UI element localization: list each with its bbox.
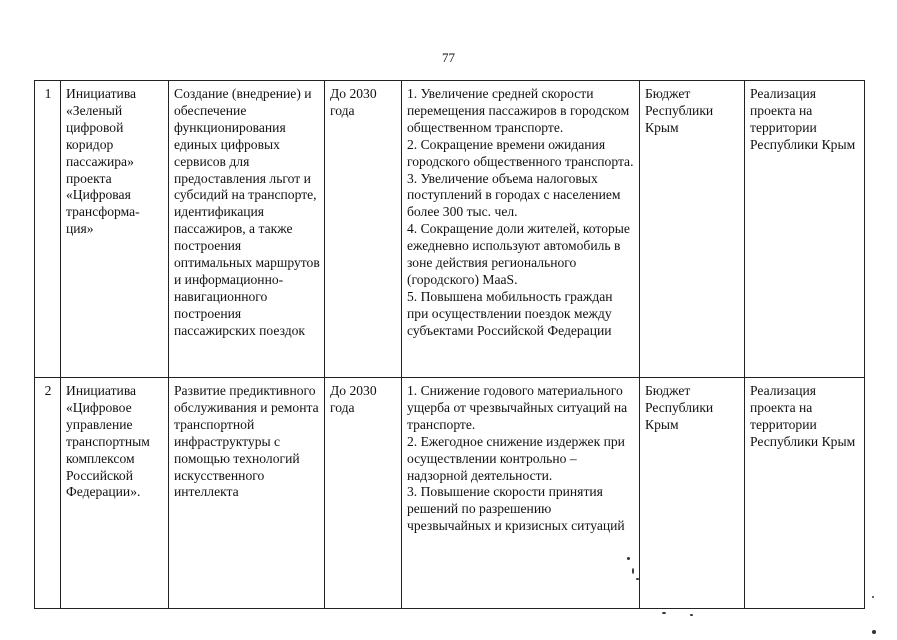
scan-speck bbox=[690, 614, 693, 616]
page-number: 77 bbox=[442, 50, 455, 65]
row-number: 1 bbox=[35, 81, 61, 378]
scan-speck bbox=[632, 568, 634, 574]
row-number: 2 bbox=[35, 378, 61, 609]
result-item: 2. Ежегодное снижение издержек при осуществлении контрольно – надзорной деятельности. bbox=[407, 433, 625, 483]
scan-speck bbox=[662, 612, 666, 614]
result-item: 3. Повышение скорости принятия решений по разрешению чрезвычайных и кризисных ситуаций bbox=[407, 484, 625, 534]
result-item: 4. Сокращение доли жителей, которые ежедневно используют автомобиль в зоне действия регионального (городского) MaaS. bbox=[407, 221, 630, 287]
funding-source-cell: Бюджет Республики Крым bbox=[640, 378, 745, 609]
result-item: 5. Повышена мобильность граждан при осуществлении поездок между субъектами Российской Федерации bbox=[407, 288, 613, 338]
scan-speck bbox=[636, 578, 639, 580]
location-cell: Реализация проекта на территории Республики Крым bbox=[745, 378, 865, 609]
initiative-cell: Инициатива «Зеленый цифровой коридор пассажира» проекта «Цифровая трансформа-ция» bbox=[61, 81, 169, 378]
funding-source-cell: Бюджет Республики Крым bbox=[640, 81, 745, 378]
result-item: 3. Увеличение объема налоговых поступлений в городах с населением более 300 тыс. чел. bbox=[407, 170, 621, 220]
measures-table bbox=[34, 80, 865, 609]
table-row bbox=[35, 81, 865, 378]
description-cell: Развитие предиктивного обслуживания и ремонта транспортной инфраструктуры с помощью технологий искусственного интеллекта bbox=[169, 378, 325, 609]
results-cell bbox=[402, 81, 640, 378]
result-item: 2. Сокращение времени ожидания городского общественного транспорта. bbox=[407, 136, 634, 169]
description-cell: Создание (внедрение) и обеспечение функционирования единых цифровых сервисов для предоставления льгот и субсидий на транспорте, идентификация пассажиров, а также построения оптимальных маршрутов и информационно-навигационного построения пассажирских поездок bbox=[169, 81, 325, 378]
result-item: 1. Увеличение средней скорости перемещения пассажиров в городском общественном транспорте. bbox=[407, 86, 630, 135]
location-cell: Реализация проекта на территории Республики Крым bbox=[745, 81, 865, 378]
initiative-cell: Инициатива «Цифровое управление транспортным комплексом Российской Федерации». bbox=[61, 378, 169, 609]
scan-speck bbox=[872, 596, 874, 598]
table-row bbox=[35, 378, 865, 609]
results-cell bbox=[402, 378, 640, 609]
deadline-cell: До 2030 года bbox=[325, 81, 402, 378]
result-item: 1. Снижение годового материального ущерба от чрезвычайных ситуаций на транспорте. bbox=[407, 383, 628, 432]
scan-speck bbox=[627, 557, 630, 560]
deadline-cell: До 2030 года bbox=[325, 378, 402, 609]
scan-speck bbox=[872, 630, 876, 634]
